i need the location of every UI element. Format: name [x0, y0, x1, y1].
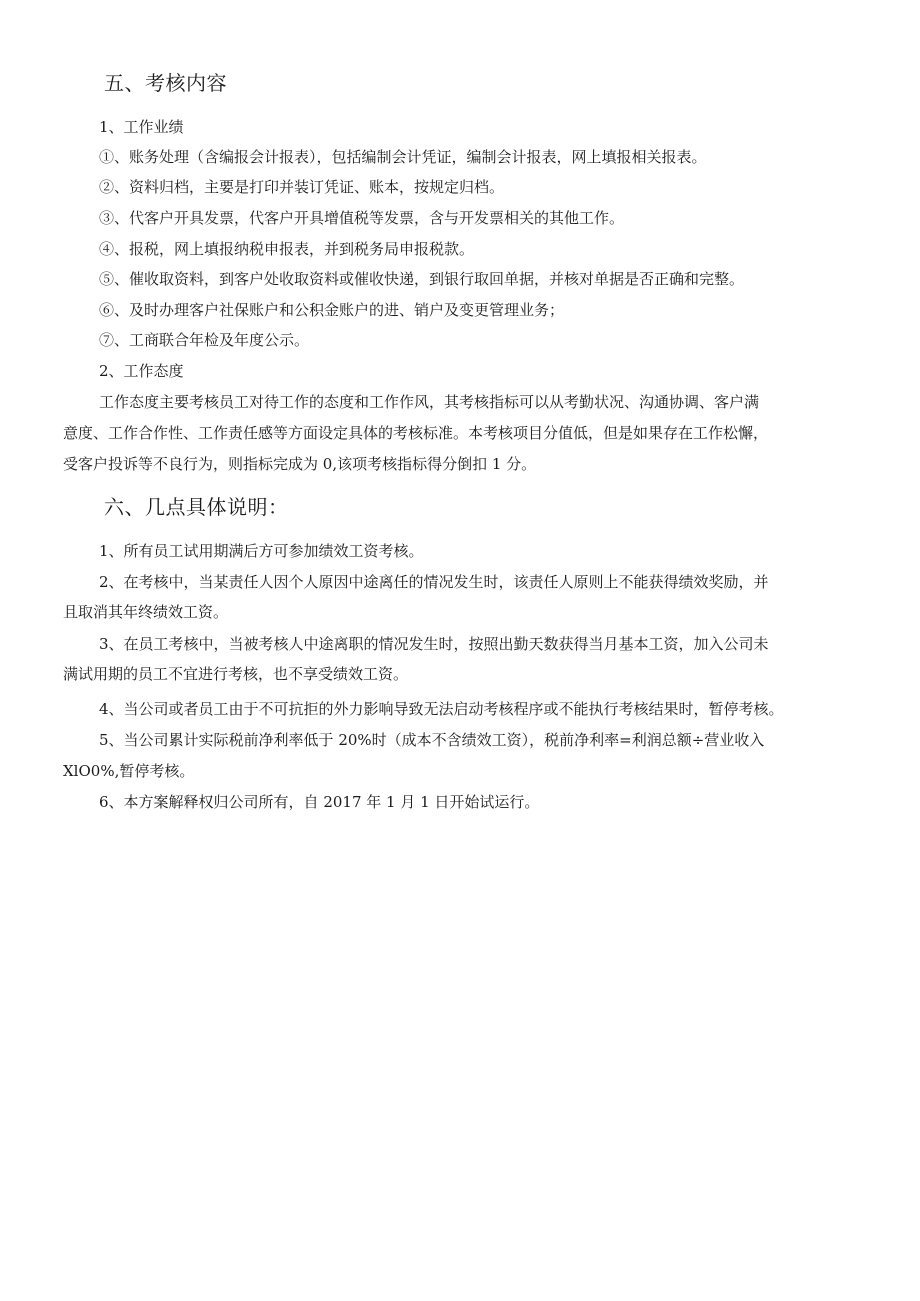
note-item-6: 6、本方案解释权归公司所有，自 2017 年 1 月 1 日开始试运行。: [99, 793, 540, 811]
paragraph-line: 工作态度主要考核员工对待工作的态度和工作作风，其考核指标可以从考勤状况、沟通协调、客户满: [99, 393, 760, 411]
list-item: ③、代客户开具发票，代客户开具增值税等发票，含与开发票相关的其他工作。: [99, 209, 625, 227]
note-item-5: 5、当公司累计实际税前净利率低于 20%时（成本不含绩效工资），税前净利率=利润总额÷营业收入: [99, 731, 765, 749]
note-item-3: 3、在员工考核中，当被考核人中途离职的情况发生时，按照出勤天数获得当月基本工资，加入公司未: [99, 635, 769, 653]
note-item-4: 4、当公司或者员工由于不可抗拒的外力影响导致无法启动考核程序或不能执行考核结果时，暂停考核。: [99, 700, 784, 718]
paragraph-line: 受客户投诉等不良行为，则指标完成为 0,该项考核指标得分倒扣 1 分。: [63, 455, 537, 473]
note-item-2: 2、在考核中，当某责任人因个人原因中途离任的情况发生时，该责任人原则上不能获得绩效奖励，并: [99, 573, 769, 591]
list-item: ⑦、工商联合年检及年度公示。: [99, 331, 310, 349]
section-heading-specific-notes: 六、几点具体说明：: [104, 495, 289, 519]
list-item: ⑤、催收取资料，到客户处收取资料或催收快递，到银行取回单据，并核对单据是否正确和完整。: [99, 270, 745, 288]
note-item-3-continuation: 满试用期的员工不宜进行考核，也不享受绩效工资。: [63, 665, 409, 683]
list-item: ④、报税，网上填报纳税申报表，并到税务局申报税款。: [99, 240, 475, 258]
subsection-label-work-performance: 1、工作业绩: [99, 118, 184, 136]
subsection-label-work-attitude: 2、工作态度: [99, 362, 184, 380]
paragraph-line: 意度、工作合作性、工作责任感等方面设定具体的考核标准。本考核项目分值低，但是如果存在工作松懈，: [63, 424, 769, 442]
list-item: ①、账务处理（含编报会计报表），包括编制会计凭证，编制会计报表，网上填报相关报表。: [99, 148, 707, 166]
note-item-2-continuation: 且取消其年终绩效工资。: [63, 603, 229, 621]
note-item-1: 1、所有员工试用期满后方可参加绩效工资考核。: [99, 542, 424, 560]
note-item-5-continuation: XlO0%,暂停考核。: [63, 762, 195, 780]
list-item: ⑥、及时办理客户社保账户和公积金账户的进、销户及变更管理业务；: [99, 301, 565, 319]
section-heading-assessment-content: 五、考核内容: [104, 71, 227, 95]
list-item: ②、资料归档，主要是打印并装订凭证、账本，按规定归档。: [99, 178, 505, 196]
